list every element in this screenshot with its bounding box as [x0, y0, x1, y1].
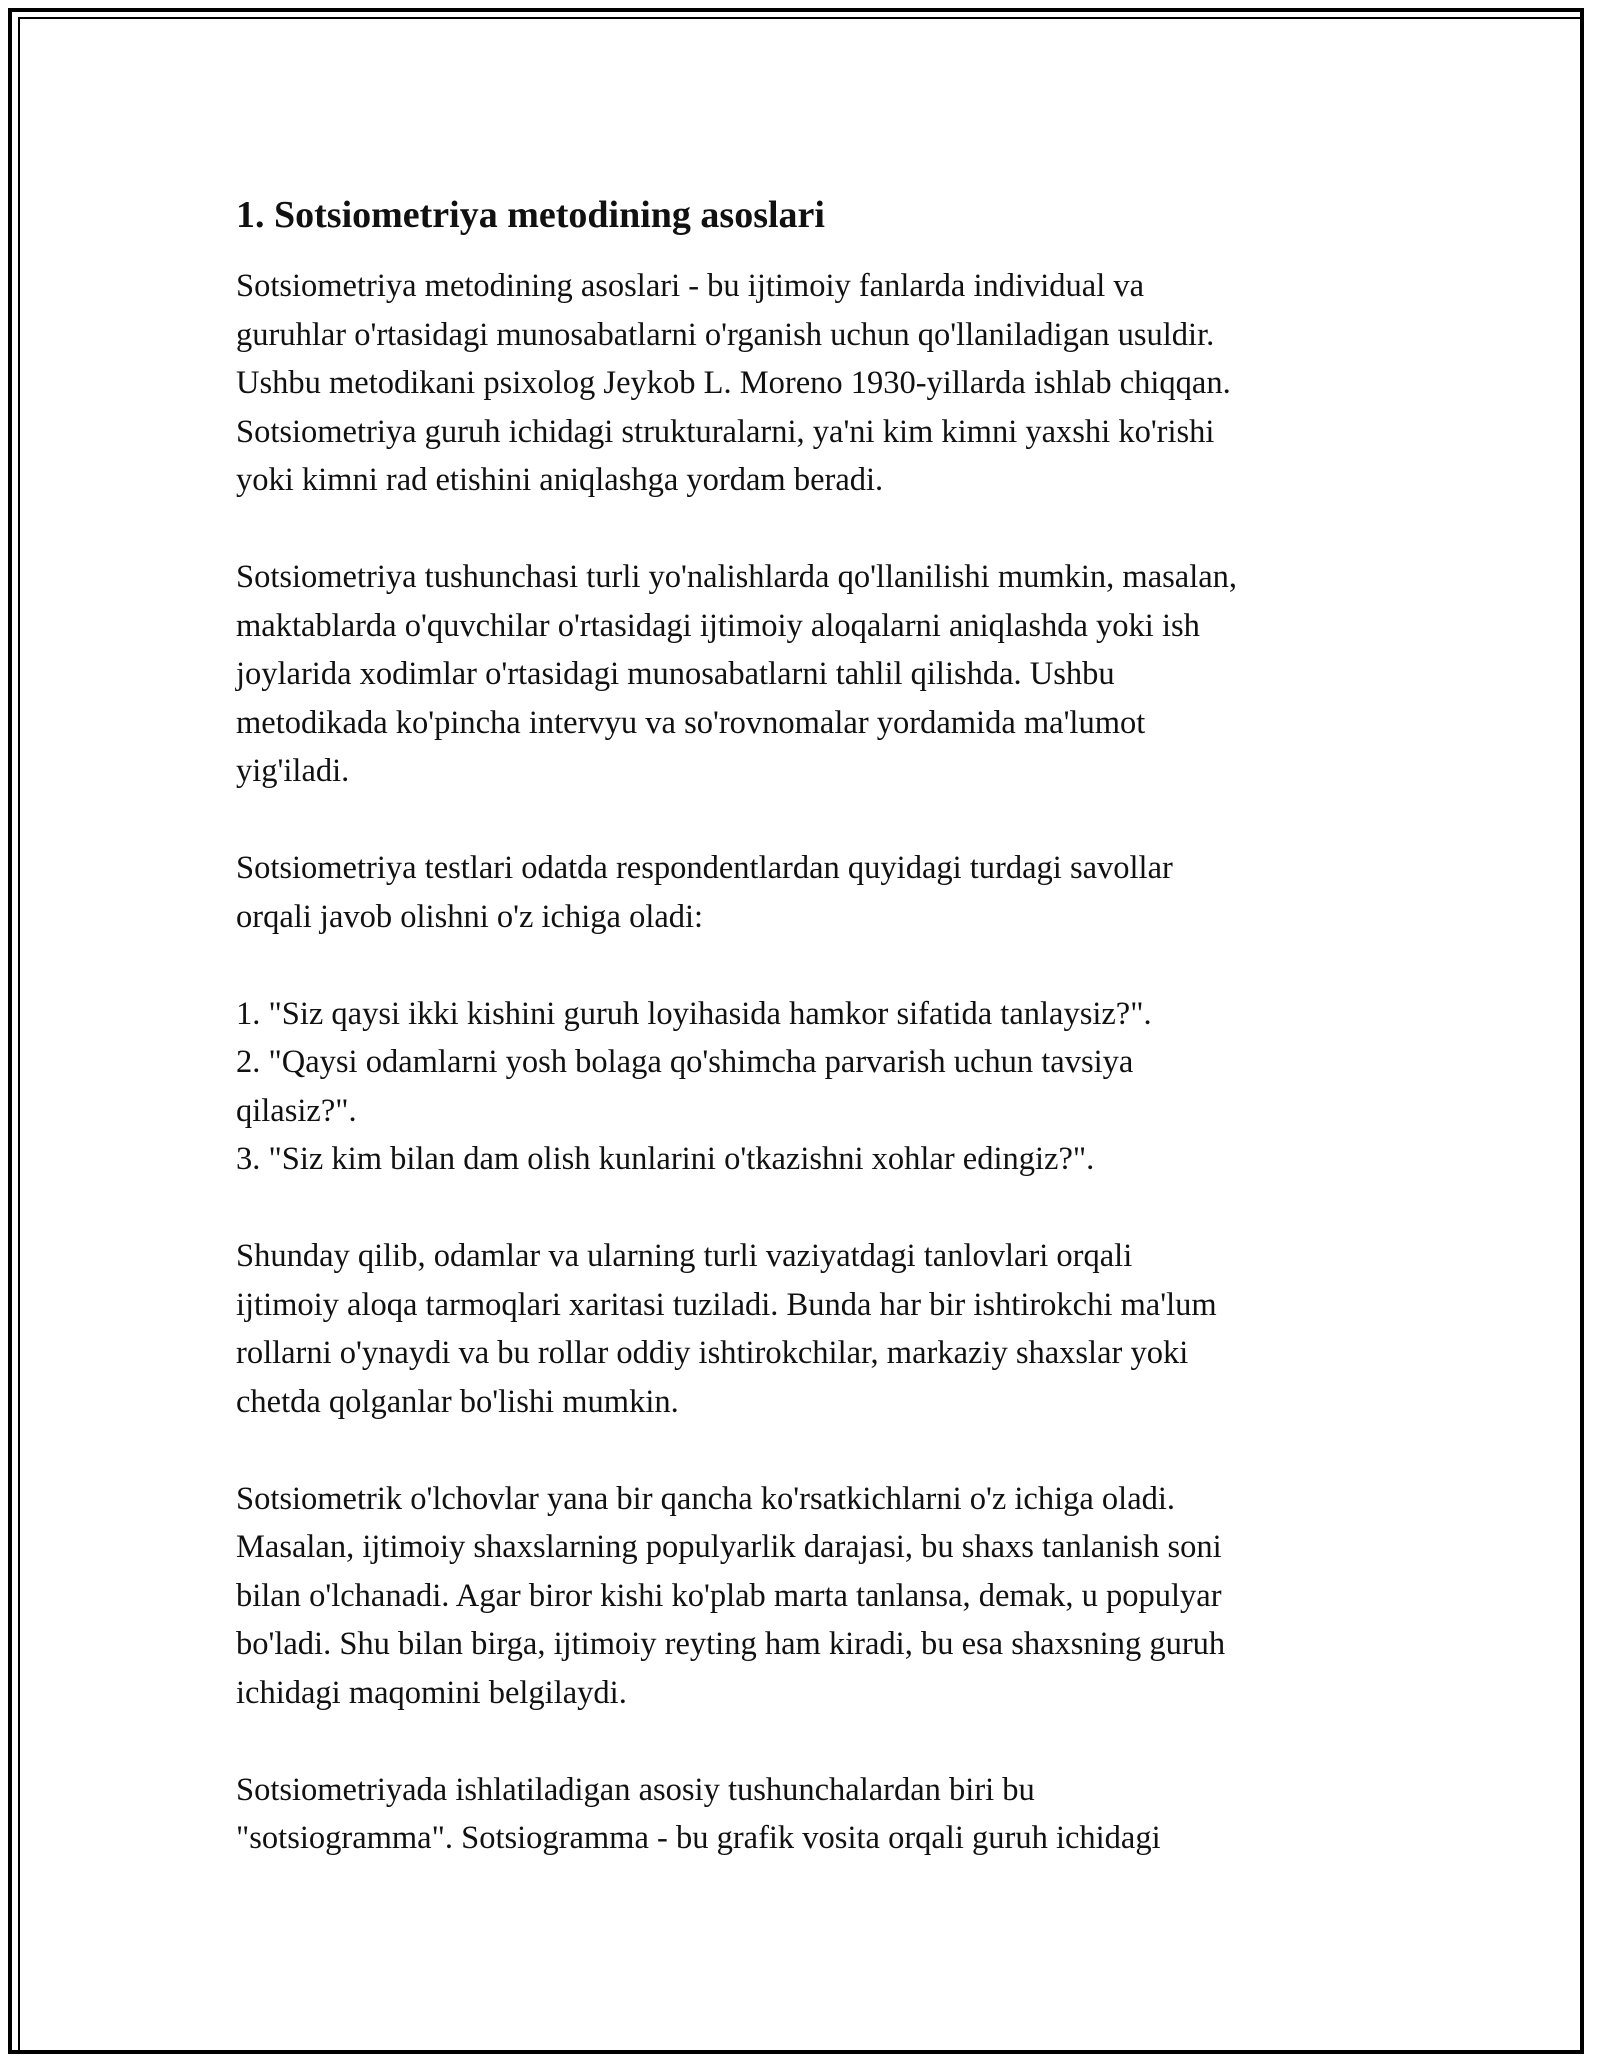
- paragraph-line: guruhlar o'rtasidagi munosabatlarni o'rganish uchun qo'llaniladigan usuldir.: [236, 316, 1215, 353]
- paragraph-measures: [236, 1475, 1376, 1718]
- paragraph-line: yoki kimni rad etishini aniqlashga yordam beradi.: [236, 462, 884, 498]
- paragraph-line: Ushbu metodikani psixolog Jeykob L. Moreno 1930-yillarda ishlab chiqqan.: [236, 365, 1231, 401]
- paragraph-line: Shunday qilib, odamlar va ularning turli vaziyatdagi tanlovlari orqali: [236, 1238, 1133, 1274]
- paragraph-sociogram: [236, 1766, 1376, 1863]
- paragraph-line: metodikada ko'pincha intervyu va so'rovnomalar yordamida ma'lumot: [236, 704, 1146, 741]
- paragraph-networks: [236, 1232, 1376, 1426]
- paragraph-line: Sotsiometriya tushunchasi turli yo'nalishlarda qo'llanilishi mumkin, masalan,: [236, 559, 1238, 595]
- paragraph-line: yig'iladi.: [236, 753, 350, 789]
- question-item: 2. "Qaysi odamlarni yosh bolaga qo'shimcha parvarish uchun tavsiya: [236, 1044, 1134, 1080]
- paragraph-line: Sotsiometriya testlari odatda respondentlardan quyidagi turdagi savollar: [236, 850, 1173, 886]
- paragraph-line: bilan o'lchanadi. Agar biror kishi ko'plab marta tanlansa, demak, u populyar: [236, 1577, 1222, 1614]
- paragraph-line: ijtimoiy aloqa tarmoqlari xaritasi tuziladi. Bunda har bir ishtirokchi ma'lum: [236, 1286, 1217, 1323]
- paragraph-tests: [236, 844, 1376, 941]
- paragraph-line: ichidagi maqomini belgilaydi.: [236, 1674, 627, 1711]
- question-item: qilasiz?".: [236, 1092, 357, 1129]
- paragraph-line: Masalan, ijtimoiy shaxslarning populyarlik darajasi, bu shaxs tanlanish soni: [236, 1529, 1222, 1565]
- document-body: [236, 190, 1376, 1911]
- question-item: 3. "Siz kim bilan dam olish kunlarini o'tkazishni xohlar edingiz?".: [236, 1141, 1095, 1177]
- question-item: 1. "Siz qaysi ikki kishini guruh loyihasida hamkor sifatida tanlaysiz?".: [236, 995, 1152, 1032]
- paragraph-line: rollarni o'ynaydi va bu rollar oddiy ishtirokchilar, markaziy shaxslar yoki: [236, 1335, 1189, 1371]
- paragraph-line: Sotsiometriya metodining asoslari - bu ijtimoiy fanlarda individual va: [236, 268, 1145, 304]
- paragraph-applications: [236, 553, 1376, 796]
- paragraph-line: Sotsiometriyada ishlatiladigan asosiy tushunchalardan biri bu: [236, 1771, 1035, 1808]
- paragraph-line: Sotsiometrik o'lchovlar yana bir qancha ko'rsatkichlarni o'z ichiga oladi.: [236, 1480, 1176, 1517]
- paragraph-intro: [236, 262, 1376, 505]
- paragraph-line: orqali javob olishni o'z ichiga oladi:: [236, 898, 704, 935]
- paragraph-line: "sotsiogramma". Sotsiogramma - bu grafik vosita orqali guruh ichidagi: [236, 1820, 1161, 1856]
- paragraph-line: Sotsiometriya guruh ichidagi strukturalarni, ya'ni kim kimni yaxshi ko'rishi: [236, 413, 1215, 450]
- section-heading: 1. Sotsiometriya metodining asoslari: [236, 194, 825, 236]
- paragraph-line: chetda qolganlar bo'lishi mumkin.: [236, 1383, 679, 1420]
- paragraph-line: joylarida xodimlar o'rtasidagi munosabatlarni tahlil qilishda. Ushbu: [236, 656, 1115, 692]
- question-list: [236, 990, 1376, 1184]
- paragraph-line: bo'ladi. Shu bilan birga, ijtimoiy reyting ham kiradi, bu esa shaxsning guruh: [236, 1626, 1226, 1662]
- paragraph-line: maktablarda o'quvchilar o'rtasidagi ijtimoiy aloqalarni aniqlashda yoki ish: [236, 607, 1200, 644]
